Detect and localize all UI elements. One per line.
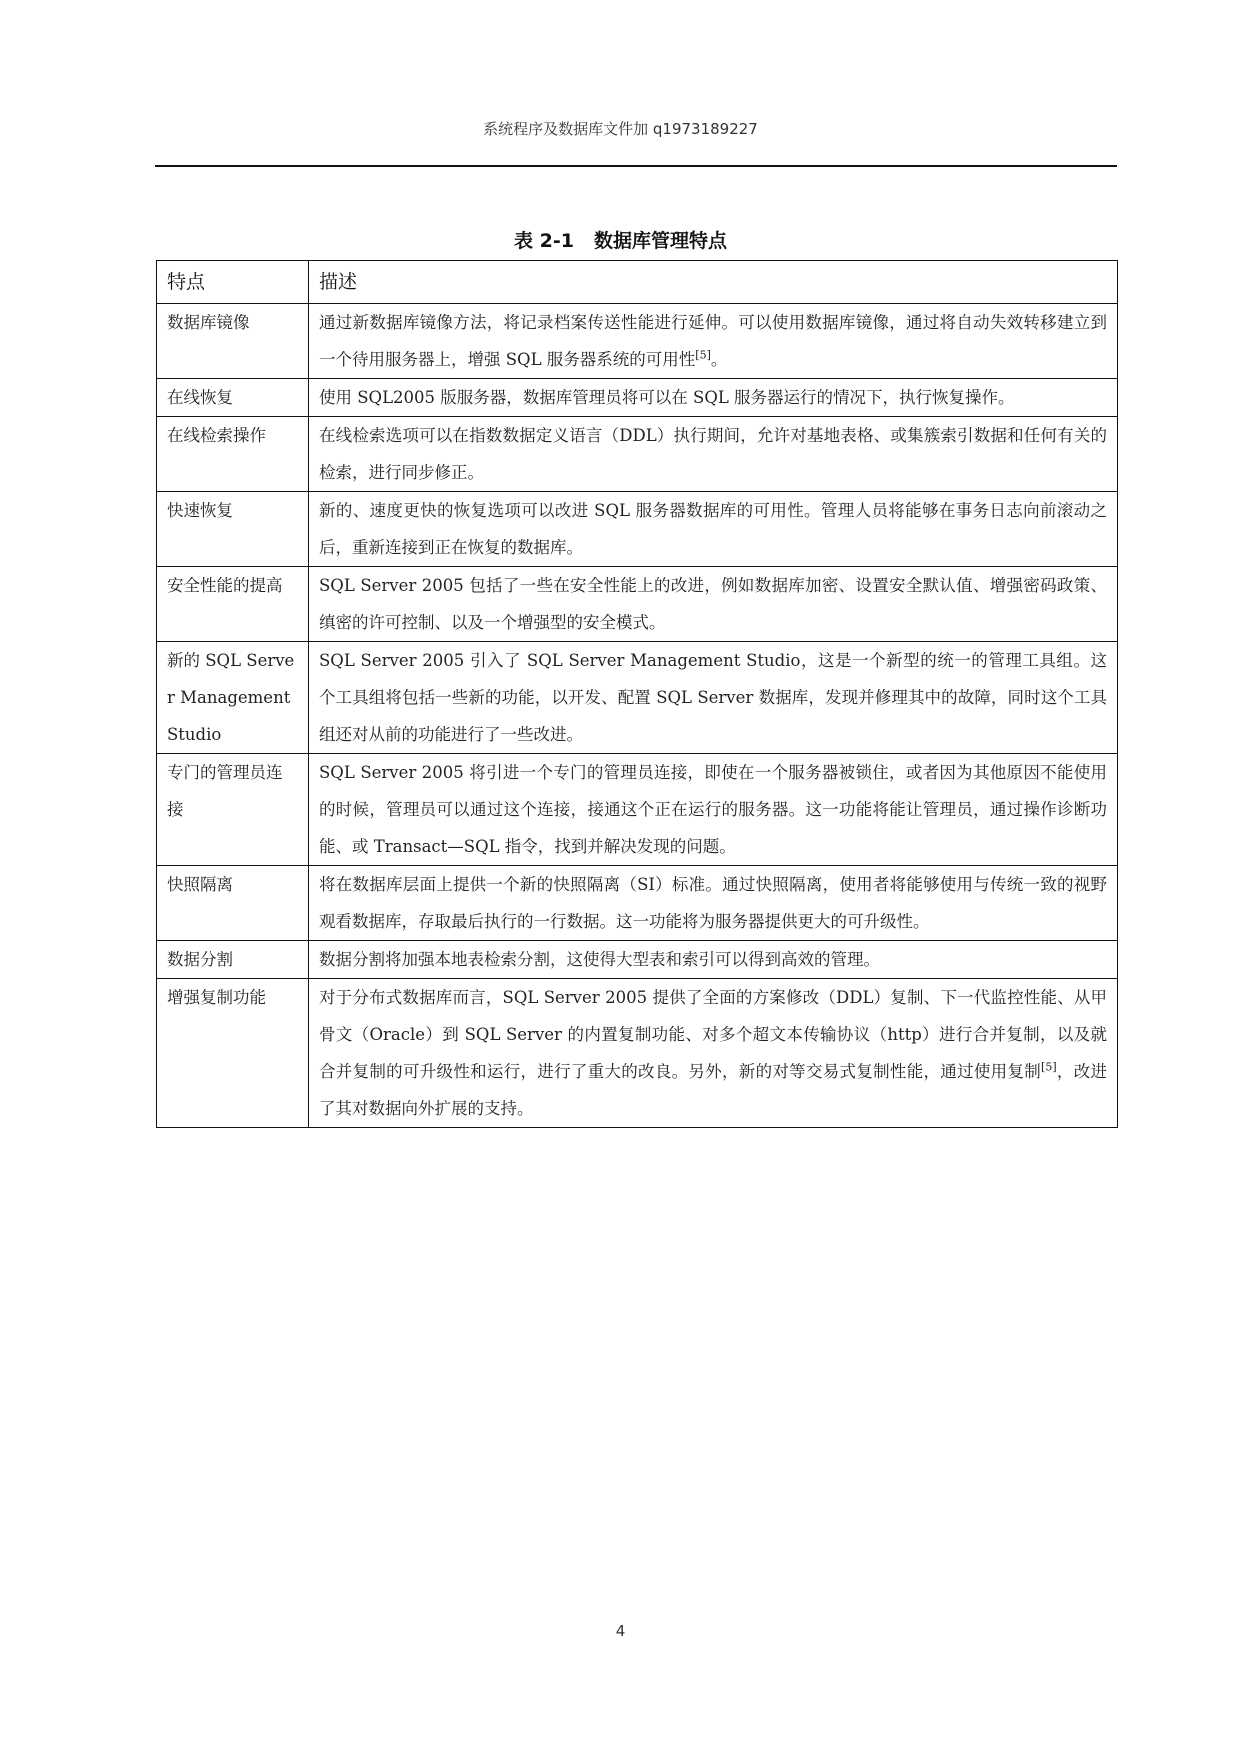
- table-caption: [0, 226, 1241, 253]
- description-cell: SQL Server 2005 将引进一个专门的管理员连接，即使在一个服务器被锁住，或者因为其他原因不能使用的时候，管理员可以通过这个连接，接通这个正在运行的服务器。这一功能将能让管理员，通过操作诊断功能、或 Transact—SQL 指令，找到并解决发现的问题。: [309, 754, 1118, 866]
- table-caption-label: 表 2-1: [514, 230, 574, 252]
- page-header: 系统程序及数据库文件加 q1973189227: [483, 120, 758, 138]
- table-caption-title: 数据库管理特点: [593, 230, 727, 252]
- citation-ref: [5]: [695, 348, 711, 362]
- table-row: [157, 866, 1118, 941]
- citation-ref: [5]: [1041, 1060, 1057, 1074]
- column-header-description: 描述: [309, 261, 1118, 304]
- description-cell: 在线检索选项可以在指数数据定义语言（DDL）执行期间，允许对基地表格、或集簇索引数据和任何有关的检索，进行同步修正。: [309, 417, 1118, 492]
- description-cell: 将在数据库层面上提供一个新的快照隔离（SI）标准。通过快照隔离，使用者将能够使用与传统一致的视野观看数据库，存取最后执行的一行数据。这一功能将为服务器提供更大的可升级性。: [309, 866, 1118, 941]
- description-cell: SQL Server 2005 引入了 SQL Server Management Studio，这是一个新型的统一的管理工具组。这个工具组将包括一些新的功能，以开发、配置 SQL Server 数据库，发现并修理其中的故障，同时这个工具组还对从前的功能进行了一些改进。: [309, 642, 1118, 754]
- features-table: [156, 260, 1118, 1128]
- feature-cell: 在线检索操作: [157, 417, 309, 492]
- feature-cell: 增强复制功能: [157, 979, 309, 1128]
- feature-cell: 数据分割: [157, 941, 309, 979]
- description-suffix: ，改进了其对数据向外扩展的支持。: [319, 1062, 1108, 1118]
- table-row: [157, 567, 1118, 642]
- feature-cell: 专门的管理员连接: [157, 754, 309, 866]
- feature-cell: 安全性能的提高: [157, 567, 309, 642]
- table-row: [157, 304, 1118, 379]
- description-cell: SQL Server 2005 包括了一些在安全性能上的改进，例如数据库加密、设置安全默认值、增强密码政策、缜密的许可控制、以及一个增强型的安全模式。: [309, 567, 1118, 642]
- table-header-row: [157, 261, 1118, 304]
- description-cell: 数据分割将加强本地表检索分割，这使得大型表和索引可以得到高效的管理。: [309, 941, 1118, 979]
- table-row: [157, 979, 1118, 1128]
- table-row: [157, 642, 1118, 754]
- table-row: [157, 492, 1118, 567]
- feature-cell: 在线恢复: [157, 379, 309, 417]
- table-row: [157, 941, 1118, 979]
- description-cell: 使用 SQL2005 版服务器，数据库管理员将可以在 SQL 服务器运行的情况下，执行恢复操作。: [309, 379, 1118, 417]
- table-row: [157, 754, 1118, 866]
- table-row: [157, 417, 1118, 492]
- page-number: 4: [615, 1622, 626, 1640]
- table-row: [157, 379, 1118, 417]
- description-cell: [309, 304, 1118, 379]
- column-header-feature: 特点: [157, 261, 309, 304]
- feature-cell: 数据库镜像: [157, 304, 309, 379]
- description-suffix: 。: [710, 350, 728, 369]
- description-cell: [309, 979, 1118, 1128]
- feature-cell: 快速恢复: [157, 492, 309, 567]
- header-divider: [155, 165, 1117, 167]
- description-text: 通过新数据库镜像方法，将记录档案传送性能进行延伸。可以使用数据库镜像，通过将自动失效转移建立到一个待用服务器上，增强 SQL 服务器系统的可用性: [319, 313, 1107, 369]
- feature-cell: 快照隔离: [157, 866, 309, 941]
- description-text: 对于分布式数据库而言，SQL Server 2005 提供了全面的方案修改（DDL）复制、下一代监控性能、从甲骨文（Oracle）到 SQL Server 的内置复制功能、对多个超文本传输协议（http）进行合并复制，以及就合并复制的可升级性和运行，进行了重大的改良。另外，新的对等交易式复制性能，通过使用复制: [319, 988, 1107, 1081]
- feature-cell: 新的 SQL Server Management Studio: [157, 642, 309, 754]
- description-cell: 新的、速度更快的恢复选项可以改进 SQL 服务器数据库的可用性。管理人员将能够在事务日志向前滚动之后，重新连接到正在恢复的数据库。: [309, 492, 1118, 567]
